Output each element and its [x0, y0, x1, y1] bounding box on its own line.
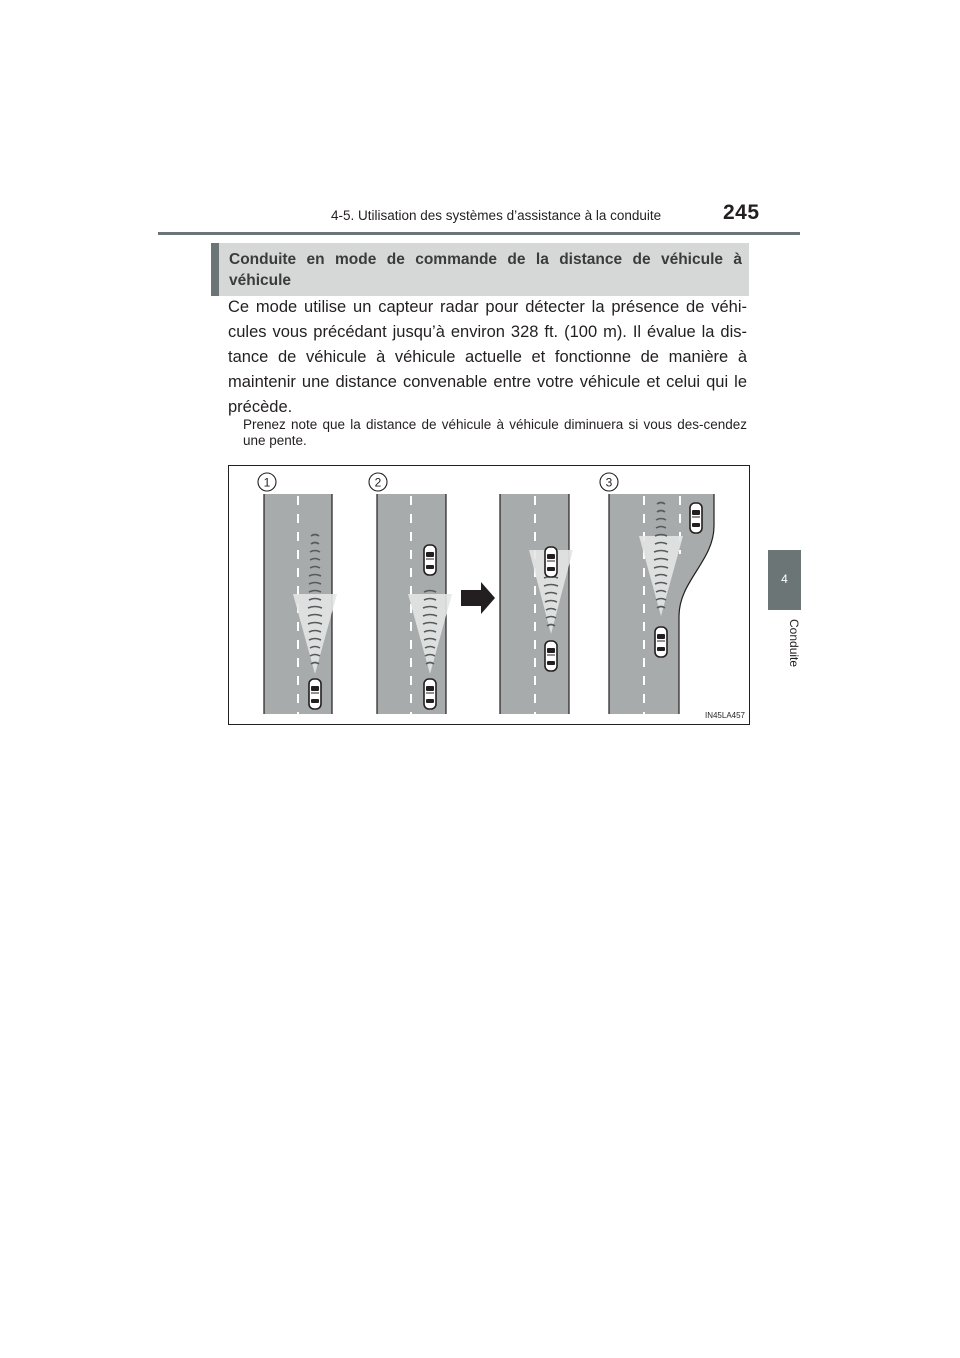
illustration-svg — [229, 466, 749, 724]
body-paragraph: Ce mode utilise un capteur radar pour détecter la présence de véhi-cules vous précédant jusqu’à environ 328 ft. (100 m). Il évalue la dis-tance de véhicule à véhicule actuelle et fonctionne de manière à maintenir une distance convenable entre votre véhicule et celui qui le précède. — [228, 298, 747, 416]
illustration-figure — [228, 465, 750, 725]
transition-arrow-icon — [461, 582, 495, 614]
running-header: 4-5. Utilisation des systèmes d’assistance à la conduite — [331, 208, 662, 223]
road-scene-3 — [600, 473, 714, 714]
road-scene-2-after — [500, 494, 573, 714]
section-title: Conduite en mode de commande de la distance de véhicule à véhicule — [229, 251, 742, 289]
note-paragraph: Prenez note que la distance de véhicule à véhicule diminuera si vous des-cendez une pente. — [243, 417, 747, 448]
section-heading-accent — [211, 243, 219, 296]
figure-label-1: 1 — [263, 475, 271, 490]
chapter-tab-number: 4 — [781, 572, 788, 586]
page-number: 245 — [723, 201, 760, 224]
road-scene-2 — [369, 473, 452, 714]
figure-label-3: 3 — [605, 475, 613, 490]
chapter-tab-label: Conduite — [787, 619, 801, 668]
header-divider — [158, 232, 800, 235]
figure-label-2: 2 — [374, 475, 382, 490]
road-scene-1 — [258, 473, 337, 714]
figure-code: IN45LA457 — [704, 711, 745, 720]
